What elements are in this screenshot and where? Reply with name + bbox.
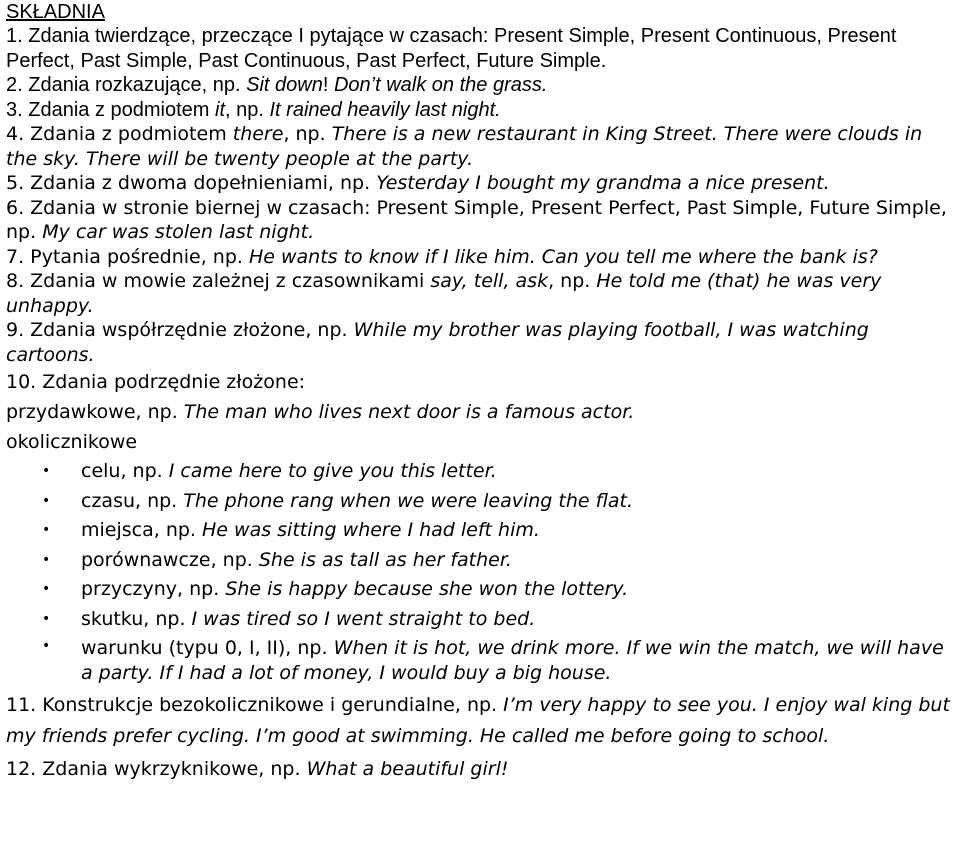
list-item-label: warunku (typu 0, I, II), np.	[81, 637, 334, 659]
list-item-example: When it is hot, we drink more. If we win the match, we will have a party. If I had a lot of money, I would buy a big house.	[81, 637, 944, 684]
adverbial-list	[6, 457, 954, 688]
item-6-label: 6. Zdania w stronie biernej w czasach: Present Simple, Present Perfect, Past Simple, Future Simple, np.	[6, 196, 947, 243]
item-9-label: 9. Zdania współrzędnie złożone, np.	[6, 319, 354, 341]
item-7-example: He wants to know if I like him. Can you tell me where the bank is?	[248, 245, 878, 268]
item-3-example: It rained heavily last night.	[269, 98, 501, 121]
item-3-label: 3. Zdania z podmiotem	[6, 98, 215, 121]
bullet-icon: •	[42, 581, 51, 597]
item-2-sep: !	[322, 74, 334, 96]
item-2-example-2: Don’t walk on the grass.	[333, 74, 548, 96]
list-item	[6, 546, 954, 576]
bullet-icon: •	[42, 463, 51, 479]
bullet-icon: •	[42, 522, 51, 538]
item-3-subject: it	[215, 98, 225, 121]
document	[6, 0, 954, 785]
item-4-example: There is a new restaurant in King Street. There were clouds in the sky. There will be twenty people at the party.	[6, 123, 923, 170]
item-4	[6, 122, 954, 171]
item-5-label: 5. Zdania z dwoma dopełnieniami, np.	[6, 172, 377, 194]
list-item-label: celu, np.	[81, 460, 169, 482]
item-4-np: , np.	[283, 123, 332, 145]
page-title: SKŁADNIA	[6, 1, 105, 23]
item-1	[6, 24, 954, 73]
bullet-icon: •	[42, 610, 51, 627]
relative-example: The man who lives next door is a famous actor.	[183, 401, 635, 423]
item-9	[6, 318, 954, 367]
item-6	[6, 196, 954, 245]
list-item-example: She is happy because she won the lottery.	[225, 578, 629, 600]
item-8	[6, 269, 954, 318]
relative-label: przydawkowe, np.	[6, 401, 184, 423]
list-item-label: porównawcze, np.	[81, 548, 259, 571]
item-10-heading: 10. Zdania podrzędnie złożone:	[6, 371, 306, 393]
item-4-label: 4. Zdania z podmiotem	[6, 123, 233, 145]
item-5-example: Yesterday I bought my grandma a nice present.	[376, 172, 830, 194]
item-10	[6, 367, 954, 457]
item-5	[6, 171, 954, 196]
list-item-label: czasu, np.	[81, 489, 184, 512]
bullet-icon: •	[42, 492, 51, 509]
item-2-label: 2. Zdania rozkazujące, np.	[6, 74, 247, 96]
item-9-example: While my brother was playing football, I was watching cartoons.	[6, 319, 869, 366]
bullet-icon: •	[42, 638, 51, 654]
item-3-np: , np.	[225, 98, 270, 121]
item-8-example: He told me (that) he was very unhappy.	[6, 270, 882, 317]
adverbial-heading: okolicznikowe	[6, 431, 138, 453]
item-8-label: 8. Zdania w mowie zależnej z czasownikami	[6, 270, 431, 292]
list-item	[6, 634, 954, 688]
item-2	[6, 73, 954, 98]
item-11	[6, 690, 954, 752]
item-12-example: What a beautiful girl!	[306, 758, 509, 780]
item-12	[6, 754, 954, 785]
item-6-example: My car was stolen last night.	[42, 221, 315, 243]
item-7-label: 7. Pytania pośrednie, np.	[6, 245, 249, 268]
list-item-label: miejsca, np.	[81, 519, 203, 541]
item-11-example: I’m very happy to see you. I enjoy wal king but my friends prefer cycling. I’m good at swimming. He called me before going to school.	[6, 694, 950, 747]
list-item-example: I came here to give you this letter.	[168, 460, 497, 482]
list-item	[6, 457, 954, 487]
item-2-example-1: Sit down	[246, 74, 323, 96]
list-item-example: She is as tall as her father.	[258, 548, 512, 571]
item-4-subject: there	[232, 123, 284, 145]
list-item	[6, 605, 954, 635]
item-1-text: 1. Zdania twierdzące, przeczące I pytające w czasach: Present Simple, Present Continuous, Present Perfect, Past Simple, Past Continuous, Past Perfect, Future Simple.	[6, 25, 897, 72]
list-item	[6, 487, 954, 517]
list-item	[6, 516, 954, 546]
item-8-np: , np.	[548, 270, 597, 292]
list-item-label: przyczyny, np.	[81, 578, 226, 600]
bullet-icon: •	[42, 551, 51, 568]
item-3	[6, 98, 954, 123]
item-8-verbs: say, tell, ask	[430, 270, 549, 292]
list-item-example: The phone rang when we were leaving the flat.	[183, 489, 634, 512]
list-item-example: He was sitting where I had left him.	[202, 519, 540, 541]
relative-clauses	[6, 397, 954, 427]
item-7	[6, 245, 954, 270]
list-item-label: skutku, np.	[81, 607, 192, 630]
item-12-label: 12. Zdania wykrzyknikowe, np.	[6, 758, 307, 780]
item-11-label: 11. Konstrukcje bezokolicznikowe i gerundialne, np.	[6, 694, 504, 716]
list-item-example: I was tired so I went straight to bed.	[191, 607, 536, 630]
list-item	[6, 575, 954, 605]
